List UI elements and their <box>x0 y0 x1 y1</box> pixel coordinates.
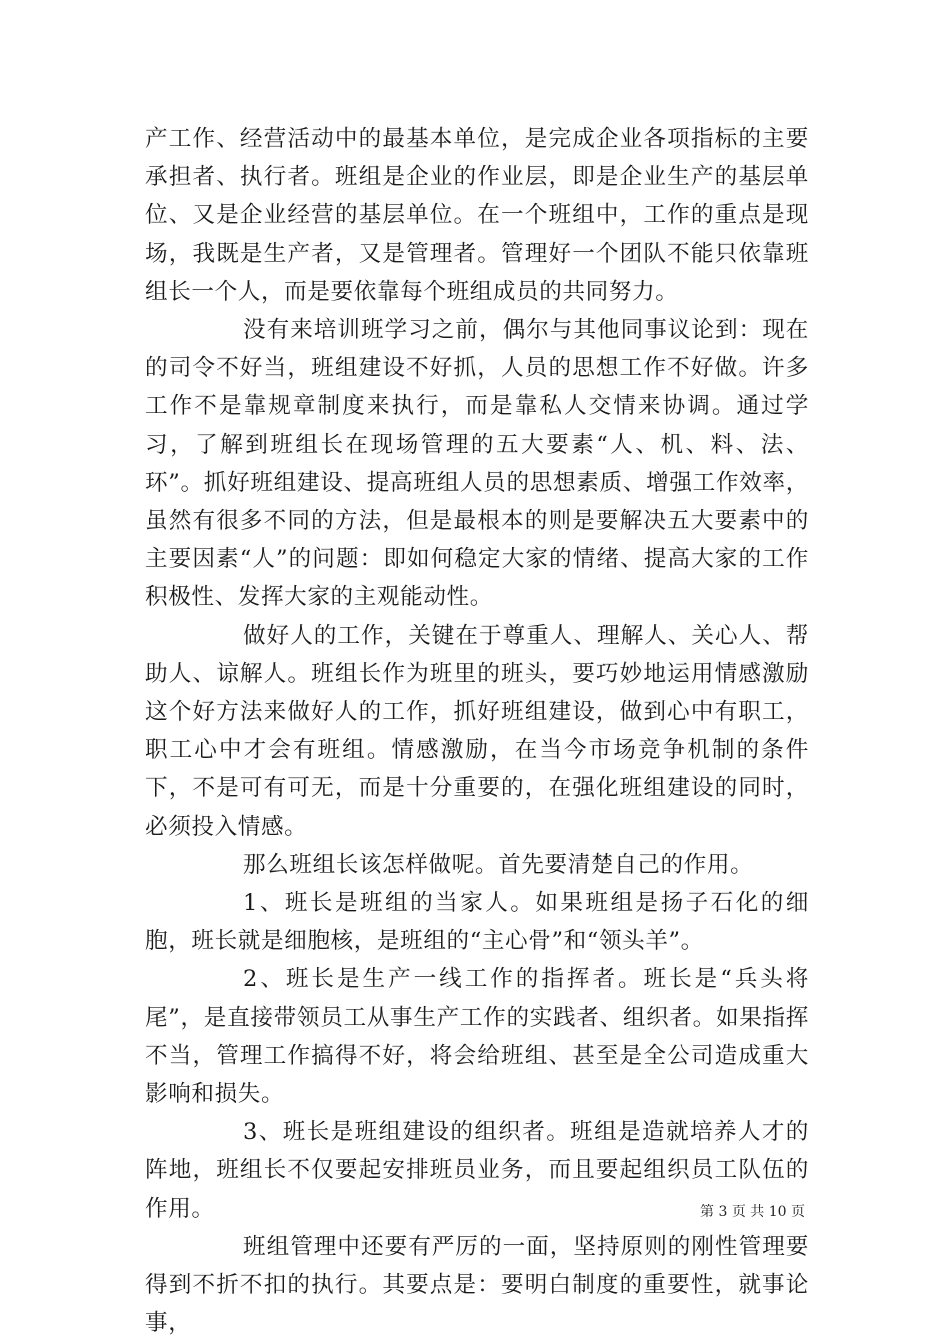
paragraph-2: 没有来培训班学习之前，偶尔与其他同事议论到：现在的司令不好当，班组建设不好抓，人员的思想工作不好做。许多工作不是靠规章制度来执行，而是靠私人交情来协调。通过学习，了解到班组长在现场管理的五大要素“人、机、料、法、环”。抓好班组建设、提高班组人员的思想素质、增强工作效率，虽然有很多不同的方法，但是最根本的则是要解决五大要素中的主要因素“人”的问题：即如何稳定大家的情绪、提高大家的工作积极性、发挥大家的主观能动性。 <box>145 317 809 611</box>
document-body <box>145 120 809 1343</box>
paragraph-1: 产工作、经营活动中的最基本单位，是完成企业各项指标的主要承担者、执行者。班组是企业的作业层，即是企业生产的基层单位、又是企业经营的基层单位。在一个班组中，工作的重点是现场，我既是生产者，又是管理者。管理好一个团队不能只依靠班组长一个人，而是要依靠每个班组成员的共同努力。 <box>145 126 809 305</box>
list-item-1: 1、班长是班组的当家人。如果班组是扬子石化的细胞，班长就是细胞核，是班组的“主心骨”和“领头羊”。 <box>145 890 809 955</box>
list-item-3: 3、班长是班组建设的组织者。班组是造就培养人才的阵地，班组长不仅要起安排班员业务，而且要起组织员工队伍的作用。 <box>145 1119 809 1222</box>
paragraph-4: 那么班组长该怎样做呢。首先要清楚自己的作用。 <box>243 851 754 878</box>
paragraph-3: 做好人的工作，关键在于尊重人、理解人、关心人、帮助人、谅解人。班组长作为班里的班头，要巧妙地运用情感激励这个好方法来做好人的工作，抓好班组建设，做到心中有职工，职工心中才会有班组。情感激励，在当今市场竞争机制的条件下，不是可有可无，而是十分重要的，在强化班组建设的同时，必须投入情感。 <box>145 622 809 840</box>
page-number: 第 3 页 共 10 页 <box>700 1204 805 1220</box>
paragraph-8: 班组管理中还要有严厉的一面，坚持原则的刚性管理要得到不折不扣的执行。其要点是：要明白制度的重要性，就事论事， <box>145 1233 809 1337</box>
list-item-2: 2、班长是生产一线工作的指挥者。班长是“兵头将尾”，是直接带领员工从事生产工作的实践者、组织者。如果指挥不当，管理工作搞得不好，将会给班组、甚至是全公司造成重大影响和损失。 <box>145 966 809 1108</box>
